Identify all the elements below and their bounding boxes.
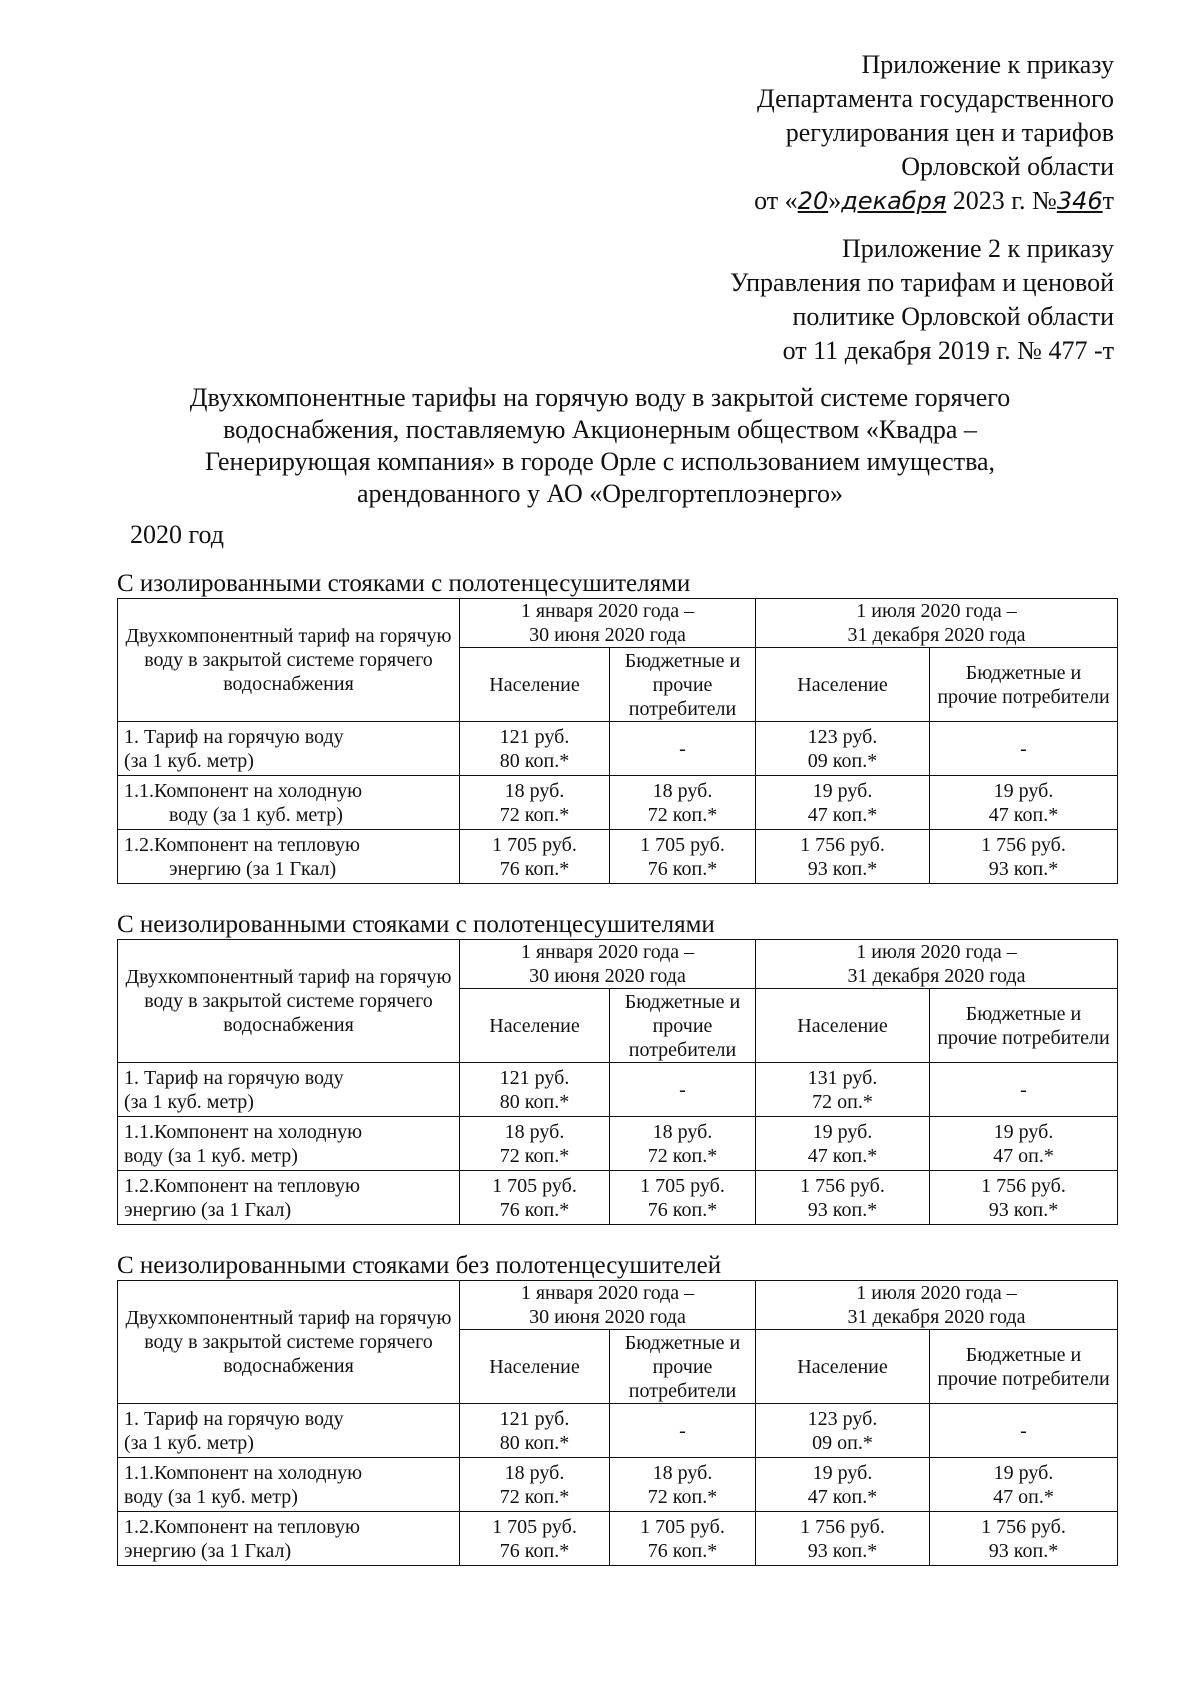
- tariff-cell: [610, 830, 756, 884]
- tariff-cell: [460, 1458, 610, 1512]
- section-heading: С изолированными стояками с полотенцесушителями: [117, 570, 691, 597]
- period-line: 1 января 2020 года –: [520, 941, 695, 963]
- cell-line: 18 руб.: [652, 779, 713, 802]
- population-header: Население: [756, 1330, 930, 1404]
- row-label-line: 1.1.Компонент на холодную: [124, 1461, 363, 1484]
- cell-line: 47 коп.*: [988, 803, 1059, 826]
- cell-line: 72 коп.*: [499, 1485, 570, 1508]
- cell-line: 131 руб.: [807, 1066, 878, 1089]
- cell-line: -: [1020, 737, 1027, 760]
- table-row: [118, 1404, 1118, 1458]
- handwritten-number: 346: [1056, 187, 1103, 215]
- tariff-cell: [610, 1512, 756, 1566]
- cell-line: 1 756 руб.: [800, 1174, 885, 1197]
- tariff-cell: [610, 1404, 756, 1458]
- cell-line: 76 коп.*: [499, 1198, 570, 1221]
- cell-line: 1 705 руб.: [492, 1515, 577, 1538]
- cell-line: 09 коп.*: [807, 749, 878, 772]
- tariff-cell: [610, 1063, 756, 1117]
- cell-line: 19 руб.: [993, 1120, 1054, 1143]
- cell-line: 19 руб.: [812, 779, 873, 802]
- table-row: [118, 1063, 1118, 1117]
- table-row: [118, 1117, 1118, 1171]
- cell-line: 47 коп.*: [807, 803, 878, 826]
- budget-header: Бюджетные и прочие потребители: [610, 989, 756, 1063]
- row-label-line: 1.2.Компонент на тепловую: [124, 1515, 360, 1538]
- tariff-cell: [756, 1117, 930, 1171]
- period-line: 1 июля 2020 года –: [856, 600, 1017, 622]
- budget-header: Бюджетные и прочие потребители: [610, 1330, 756, 1404]
- table-row: [118, 1171, 1118, 1225]
- cell-line: 121 руб.: [499, 1407, 570, 1430]
- header-line: Орловской области: [901, 152, 1114, 181]
- table-row: [118, 1458, 1118, 1512]
- population-header: Население: [460, 648, 610, 722]
- row-label-line: (за 1 куб. метр): [124, 1090, 254, 1113]
- tariff-cell: [756, 776, 930, 830]
- period-header-1: [460, 940, 756, 989]
- row-label-line: 1. Тариф на горячую воду: [124, 1407, 344, 1430]
- row-label-line: 1.2.Компонент на тепловую: [124, 833, 360, 856]
- header-line: Департамента государственного: [757, 84, 1114, 113]
- row-label: [118, 1458, 460, 1512]
- period-line: 31 декабря 2020 года: [847, 1306, 1026, 1328]
- row-label-line: воду (за 1 куб. метр): [124, 1485, 298, 1508]
- cell-line: 93 коп.*: [988, 1539, 1059, 1562]
- cell-line: 47 коп.*: [807, 1485, 878, 1508]
- row-label: [118, 1063, 460, 1117]
- row-label-line: 1.1.Компонент на холодную: [124, 1120, 363, 1143]
- row-label-line: 1. Тариф на горячую воду: [124, 725, 344, 748]
- tariff-cell: [756, 1458, 930, 1512]
- tariff-cell: [610, 776, 756, 830]
- handwritten-month: декабря: [841, 187, 947, 215]
- tariff-cell: [930, 1404, 1118, 1458]
- cell-line: 1 705 руб.: [640, 1174, 725, 1197]
- cell-line: 76 коп.*: [499, 1539, 570, 1562]
- cell-line: 72 коп.*: [499, 1144, 570, 1167]
- cell-line: 47 оп.*: [993, 1485, 1054, 1508]
- year-label: 2020 год: [130, 520, 224, 549]
- number-suffix: т: [1102, 186, 1114, 215]
- row-label-line: энергию (за 1 Гкал): [169, 857, 337, 880]
- handwritten-day: 20: [797, 187, 829, 215]
- period-header-1: [460, 599, 756, 648]
- appendix-header-primary: [754, 48, 1114, 218]
- row-label-line: энергию (за 1 Гкал): [124, 1539, 292, 1562]
- tariff-cell: [930, 1117, 1118, 1171]
- cell-line: 72 коп.*: [647, 803, 718, 826]
- cell-line: -: [679, 1078, 686, 1101]
- cell-line: 93 коп.*: [807, 857, 878, 880]
- cell-line: 76 коп.*: [647, 1198, 718, 1221]
- cell-line: 18 руб.: [652, 1461, 713, 1484]
- budget-header: Бюджетные и прочие потребители: [930, 648, 1118, 722]
- cell-line: 18 руб.: [504, 1120, 565, 1143]
- header-line: Приложение к приказу: [861, 50, 1114, 79]
- cell-line: 72 оп.*: [812, 1090, 873, 1113]
- tariff-cell: [756, 722, 930, 776]
- row-label-line: (за 1 куб. метр): [124, 1431, 254, 1454]
- cell-line: 1 756 руб.: [800, 1515, 885, 1538]
- header-line: Приложение 2 к приказу: [841, 234, 1114, 263]
- tariff-section-2: [117, 911, 1117, 1225]
- title-line: арендованного у АО «Орелгортеплоэнерго»: [356, 479, 843, 508]
- date-prefix: от «: [754, 186, 798, 215]
- row-label-line: воду (за 1 куб. метр): [169, 803, 343, 826]
- cell-line: 19 руб.: [993, 1461, 1054, 1484]
- cell-line: 76 коп.*: [499, 857, 570, 880]
- cell-line: 93 коп.*: [988, 1198, 1059, 1221]
- tariff-cell: [930, 722, 1118, 776]
- cell-line: 1 705 руб.: [640, 1515, 725, 1538]
- tariff-cell: [756, 830, 930, 884]
- cell-line: 1 705 руб.: [640, 833, 725, 856]
- budget-header: Бюджетные и прочие потребители: [930, 1330, 1118, 1404]
- tariff-cell: [460, 1063, 610, 1117]
- period-line: 1 января 2020 года –: [520, 1282, 695, 1304]
- cell-line: -: [679, 737, 686, 760]
- tariff-cell: [930, 1458, 1118, 1512]
- tariff-table: [117, 598, 1118, 884]
- tariff-cell: [756, 1171, 930, 1225]
- appendix-header-secondary: [730, 232, 1114, 368]
- population-header: Население: [460, 989, 610, 1063]
- cell-line: 47 оп.*: [993, 1144, 1054, 1167]
- row-label-line: энергию (за 1 Гкал): [124, 1198, 292, 1221]
- period-line: 30 июня 2020 года: [529, 965, 686, 987]
- period-header-1: [460, 1281, 756, 1330]
- tariff-cell: [930, 830, 1118, 884]
- title-line: Двухкомпонентные тарифы на горячую воду в закрытой системе горячего: [189, 383, 1011, 412]
- period-line: 30 июня 2020 года: [529, 624, 686, 646]
- tariff-cell: [610, 722, 756, 776]
- cell-line: 72 коп.*: [647, 1144, 718, 1167]
- cell-line: 09 оп.*: [812, 1431, 873, 1454]
- tariff-cell: [610, 1117, 756, 1171]
- tariff-cell: [460, 1117, 610, 1171]
- tariff-cell: [930, 776, 1118, 830]
- period-line: 31 декабря 2020 года: [847, 624, 1026, 646]
- population-header: Население: [460, 1330, 610, 1404]
- budget-header: Бюджетные и прочие потребители: [610, 648, 756, 722]
- cell-line: 19 руб.: [812, 1461, 873, 1484]
- tariff-cell: [930, 1512, 1118, 1566]
- cell-line: 1 705 руб.: [492, 833, 577, 856]
- population-header: Население: [756, 648, 930, 722]
- cell-line: 121 руб.: [499, 725, 570, 748]
- period-header-2: [756, 940, 1118, 989]
- cell-line: 18 руб.: [652, 1120, 713, 1143]
- row-label-line: (за 1 куб. метр): [124, 749, 254, 772]
- cell-line: 80 коп.*: [499, 749, 570, 772]
- cell-line: 80 коп.*: [499, 1090, 570, 1113]
- title-line: Генерирующая компания» в городе Орле с использованием имущества,: [204, 447, 996, 476]
- cell-line: 76 коп.*: [647, 857, 718, 880]
- header-line: регулирования цен и тарифов: [785, 118, 1114, 147]
- population-header: Население: [756, 989, 930, 1063]
- cell-line: 1 756 руб.: [981, 833, 1066, 856]
- row-label: [118, 1171, 460, 1225]
- tariff-section-1: [117, 570, 1117, 884]
- row-label: [118, 776, 460, 830]
- cell-line: 19 руб.: [812, 1120, 873, 1143]
- table-corner-header: Двухкомпонентный тариф на горячую воду в закрытой системе горячего водоснабжения: [118, 1281, 460, 1404]
- row-label: [118, 830, 460, 884]
- cell-line: 18 руб.: [504, 779, 565, 802]
- tariff-cell: [460, 1512, 610, 1566]
- tariff-cell: [460, 830, 610, 884]
- cell-line: 19 руб.: [993, 779, 1054, 802]
- date-year: 2023 г. №: [946, 186, 1057, 215]
- period-header-2: [756, 599, 1118, 648]
- header-date-line: [754, 184, 1114, 218]
- cell-line: -: [1020, 1078, 1027, 1101]
- tariff-table: [117, 939, 1118, 1225]
- cell-line: 80 коп.*: [499, 1431, 570, 1454]
- cell-line: 18 руб.: [504, 1461, 565, 1484]
- period-header-2: [756, 1281, 1118, 1330]
- cell-line: 93 коп.*: [988, 857, 1059, 880]
- row-label-line: 1.2.Компонент на тепловую: [124, 1174, 360, 1197]
- row-label: [118, 1117, 460, 1171]
- tariff-table: [117, 1280, 1118, 1566]
- cell-line: 72 коп.*: [647, 1485, 718, 1508]
- section-heading: С неизолированными стояками с полотенцесушителями: [117, 911, 715, 938]
- period-line: 1 июля 2020 года –: [856, 1282, 1017, 1304]
- table-corner-header: Двухкомпонентный тариф на горячую воду в закрытой системе горячего водоснабжения: [118, 599, 460, 722]
- row-label-line: 1. Тариф на горячую воду: [124, 1066, 344, 1089]
- document-title: [150, 382, 1050, 510]
- header-line: политике Орловской области: [792, 302, 1114, 331]
- tariff-cell: [930, 1171, 1118, 1225]
- table-row: [118, 1512, 1118, 1566]
- tariff-cell: [756, 1404, 930, 1458]
- cell-line: 1 756 руб.: [981, 1174, 1066, 1197]
- cell-line: -: [1020, 1419, 1027, 1442]
- table-row: [118, 722, 1118, 776]
- tariff-cell: [460, 776, 610, 830]
- cell-line: 121 руб.: [499, 1066, 570, 1089]
- header-line: Управления по тарифам и ценовой: [730, 268, 1114, 297]
- tariff-cell: [756, 1512, 930, 1566]
- cell-line: 76 коп.*: [647, 1539, 718, 1562]
- budget-header: Бюджетные и прочие потребители: [930, 989, 1118, 1063]
- period-line: 31 декабря 2020 года: [847, 965, 1026, 987]
- table-corner-header: Двухкомпонентный тариф на горячую воду в закрытой системе горячего водоснабжения: [118, 940, 460, 1063]
- tariff-cell: [610, 1171, 756, 1225]
- tariff-cell: [610, 1458, 756, 1512]
- cell-line: 47 коп.*: [807, 1144, 878, 1167]
- row-label-line: воду (за 1 куб. метр): [124, 1144, 298, 1167]
- row-label-line: 1.1.Компонент на холодную: [124, 779, 363, 802]
- table-row: [118, 776, 1118, 830]
- period-line: 30 июня 2020 года: [529, 1306, 686, 1328]
- tariff-section-3: [117, 1252, 1117, 1566]
- cell-line: 123 руб.: [807, 1407, 878, 1430]
- tariff-cell: [460, 722, 610, 776]
- row-label: [118, 1512, 460, 1566]
- cell-line: 93 коп.*: [807, 1539, 878, 1562]
- period-line: 1 января 2020 года –: [520, 600, 695, 622]
- cell-line: 93 коп.*: [807, 1198, 878, 1221]
- cell-line: 123 руб.: [807, 725, 878, 748]
- row-label: [118, 1404, 460, 1458]
- tariff-cell: [930, 1063, 1118, 1117]
- cell-line: 72 коп.*: [499, 803, 570, 826]
- table-row: [118, 830, 1118, 884]
- cell-line: 1 705 руб.: [492, 1174, 577, 1197]
- section-heading: С неизолированными стояками без полотенцесушителей: [117, 1252, 722, 1279]
- date-mid: »: [828, 186, 842, 215]
- tariff-cell: [460, 1171, 610, 1225]
- tariff-cell: [460, 1404, 610, 1458]
- tariff-cell: [756, 1063, 930, 1117]
- cell-line: 1 756 руб.: [981, 1515, 1066, 1538]
- row-label: [118, 722, 460, 776]
- header-line: от 11 декабря 2019 г. № 477 -т: [782, 336, 1114, 365]
- cell-line: -: [679, 1419, 686, 1442]
- cell-line: 1 756 руб.: [800, 833, 885, 856]
- period-line: 1 июля 2020 года –: [856, 941, 1017, 963]
- title-line: водоснабжения, поставляемую Акционерным обществом «Квадра –: [223, 415, 977, 444]
